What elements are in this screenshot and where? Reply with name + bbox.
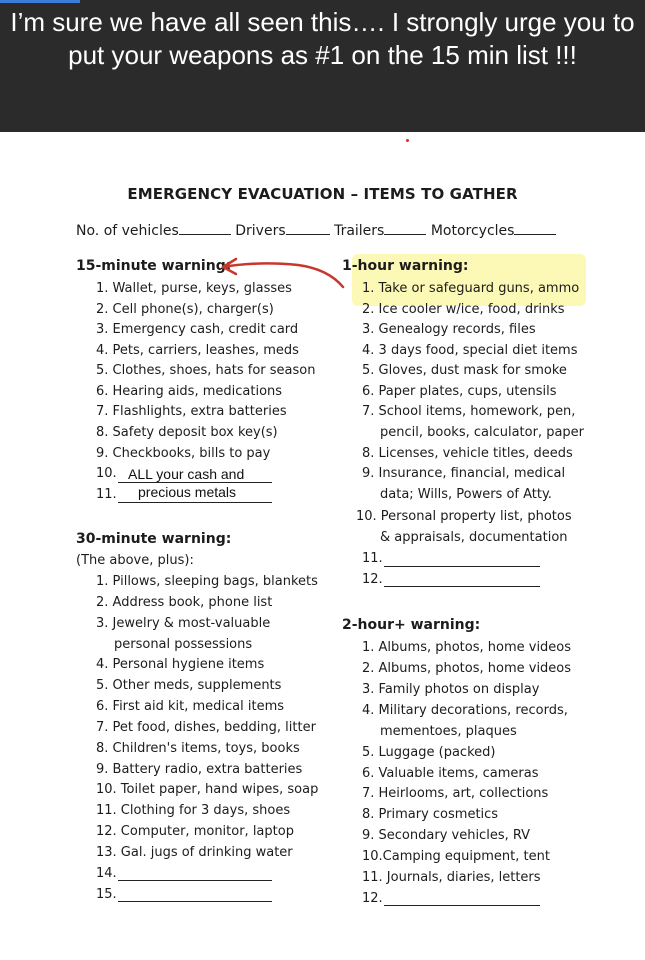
- list-item: 9. Checkbooks, bills to pay: [96, 446, 271, 461]
- document-title: EMERGENCY EVACUATION – ITEMS TO GATHER: [127, 185, 518, 203]
- motorcycles-blank: [514, 222, 556, 235]
- list-item: 7. Heirlooms, art, collections: [362, 786, 549, 801]
- list-item: data; Wills, Powers of Atty.: [380, 487, 552, 502]
- banner-accent-line: [0, 0, 80, 3]
- list-item: 9. Battery radio, extra batteries: [96, 762, 303, 777]
- blank-line-r12: [384, 586, 540, 587]
- list-item: 12. Computer, monitor, laptop: [96, 824, 294, 839]
- blank-line-r11: [384, 566, 540, 567]
- list-item: 5. Gloves, dust mask for smoke: [362, 363, 567, 378]
- handwritten-note-1: ALL your cash and: [128, 466, 245, 482]
- trailers-label: Trailers: [334, 223, 385, 239]
- list-item: mementoes, plaques: [380, 724, 517, 739]
- list-item: 3. Family photos on display: [362, 682, 540, 697]
- heading-2-hour: 2-hour+ warning:: [342, 617, 481, 633]
- list-item: 13. Gal. jugs of drinking water: [96, 845, 293, 860]
- caption-text: I’m sure we have all seen this…. I strongly urge you to put your weapons as #1 on the 15 min list !!!: [10, 7, 635, 70]
- list-item-number: 11.: [362, 551, 383, 566]
- list-item: 9. Insurance, financial, medical: [362, 466, 566, 481]
- red-dot-mark: [406, 139, 409, 142]
- list-item: 7. Pet food, dishes, bedding, litter: [96, 720, 316, 735]
- list-item: 10. Toilet paper, hand wipes, soap: [96, 782, 319, 797]
- blank-line-11: [118, 502, 272, 503]
- list-item: 11. Journals, diaries, letters: [362, 870, 541, 885]
- list-item: 4. Pets, carriers, leashes, meds: [96, 343, 299, 358]
- list-item: 8. Licenses, vehicle titles, deeds: [362, 446, 573, 461]
- list-item-number: 10.: [96, 466, 117, 481]
- list-item: personal possessions: [114, 637, 253, 652]
- drivers-label: Drivers: [235, 223, 286, 239]
- list-item: 3. Emergency cash, credit card: [96, 322, 299, 337]
- list-item: 7. Flashlights, extra batteries: [96, 404, 287, 419]
- blank-line-r2-12: [384, 905, 540, 906]
- list-item: pencil, books, calculator, paper: [380, 425, 585, 440]
- list-item: 3. Genealogy records, files: [362, 322, 536, 337]
- blank-line-14: [118, 880, 272, 881]
- list-item: 8. Safety deposit box key(s): [96, 425, 278, 440]
- vehicles-blank: [179, 222, 231, 235]
- motorcycles-label: Motorcycles: [430, 223, 515, 239]
- list-item: & appraisals, documentation: [380, 530, 568, 545]
- list-item: 11. Clothing for 3 days, shoes: [96, 803, 291, 818]
- caption-banner: [0, 0, 645, 132]
- list-item: 2. Cell phone(s), charger(s): [96, 302, 274, 317]
- list-item: 6. Valuable items, cameras: [362, 766, 539, 781]
- list-item-number: 14.: [96, 866, 117, 881]
- list-item: 4. Personal hygiene items: [96, 657, 265, 672]
- blank-line-15: [118, 901, 272, 902]
- list-item: 4. 3 days food, special diet items: [362, 343, 578, 358]
- list-item: 8. Primary cosmetics: [362, 807, 499, 822]
- list-item: 4. Military decorations, records,: [362, 703, 568, 718]
- vehicles-label: No. of vehicles: [76, 223, 179, 239]
- list-item: 1. Pillows, sleeping bags, blankets: [96, 574, 318, 589]
- list-item-number: 15.: [96, 887, 117, 902]
- heading-1-hour: 1-hour warning:: [342, 258, 469, 274]
- list-item: 5. Luggage (packed): [362, 745, 496, 760]
- note-above-plus: (The above, plus):: [76, 553, 194, 568]
- list-item: 1. Wallet, purse, keys, glasses: [96, 281, 292, 296]
- list-item: 1. Take or safeguard guns, ammo: [362, 281, 580, 296]
- list-item: 2. Ice cooler w/ice, food, drinks: [362, 302, 565, 317]
- list-item: 9. Secondary vehicles, RV: [362, 828, 531, 843]
- handwritten-note-2: precious metals: [138, 484, 237, 500]
- list-item: 5. Other meds, supplements: [96, 678, 282, 693]
- list-item: 7. School items, homework, pen,: [362, 404, 576, 419]
- list-item-number: 12.: [362, 572, 383, 587]
- list-item: 2. Albums, photos, home videos: [362, 661, 572, 676]
- list-item: 8. Children's items, toys, books: [96, 741, 300, 756]
- list-item: 1. Albums, photos, home videos: [362, 640, 572, 655]
- heading-15-minute: 15-minute warning:: [76, 258, 232, 274]
- list-item-number: 12.: [362, 891, 383, 906]
- drivers-blank: [286, 222, 330, 235]
- heading-30-minute: 30-minute warning:: [76, 531, 232, 547]
- list-item: 5. Clothes, shoes, hats for season: [96, 363, 316, 378]
- list-item: 10. Personal property list, photos: [356, 509, 572, 524]
- list-item: 3. Jewelry & most-valuable: [96, 616, 271, 631]
- list-item: 2. Address book, phone list: [96, 595, 273, 610]
- trailers-blank: [384, 222, 426, 235]
- blank-line-10: [118, 482, 272, 483]
- list-item: 6. Paper plates, cups, utensils: [362, 384, 557, 399]
- list-item: 10.Camping equipment, tent: [362, 849, 550, 864]
- vehicles-line: [76, 222, 556, 239]
- list-item-number: 11.: [96, 487, 117, 502]
- list-item: 6. First aid kit, medical items: [96, 699, 285, 714]
- list-item: 6. Hearing aids, medications: [96, 384, 283, 399]
